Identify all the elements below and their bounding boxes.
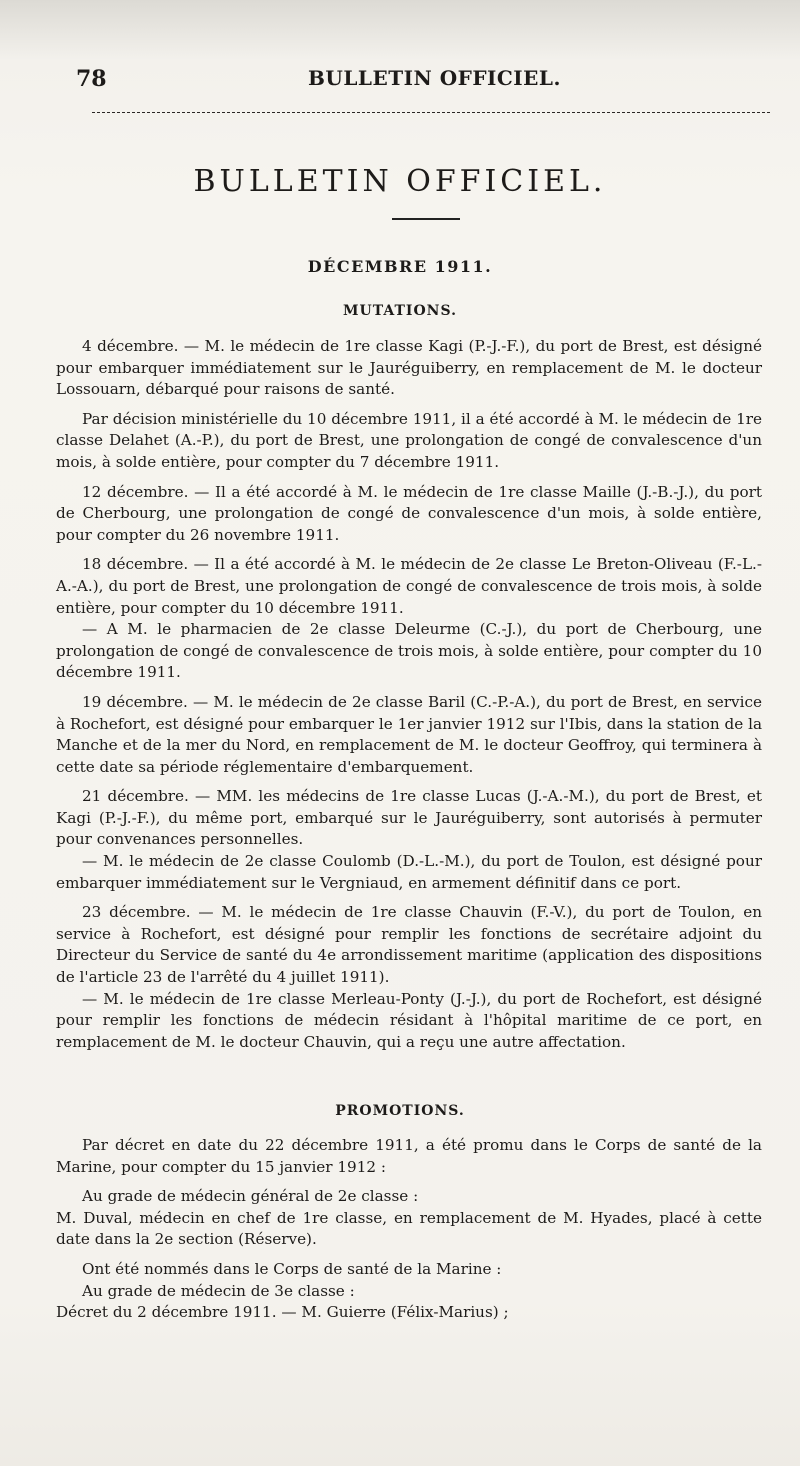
section-mutations: MUTATIONS. bbox=[343, 303, 457, 319]
paragraph: Au grade de médecin de 3e classe : bbox=[82, 1281, 355, 1300]
paragraph: — M. le médecin de 2e classe Coulomb (D.-L.-M.), du port de Toulon, est désigné pour embarquer immédiatement sur le Vergniaud, en armement définitif dans ce port. bbox=[56, 852, 762, 892]
title-rule bbox=[392, 218, 460, 220]
paragraph: 21 décembre. — MM. les médecins de 1re classe Lucas (J.-A.-M.), du port de Brest, et Kagi (P.-J.-F.), du même port, embarqué sur le Jauréguiberry, sont autorisés à permuter pour convenances personnelles. bbox=[56, 787, 762, 849]
running-header bbox=[76, 62, 561, 92]
mutations-body bbox=[56, 336, 762, 1061]
paragraph: Au grade de médecin général de 2e classe : bbox=[82, 1187, 419, 1206]
paragraph: M. Duval, médecin en chef de 1re classe, en remplacement de M. Hyades, placé à cette date dans la 2e section (Réserve). bbox=[56, 1208, 762, 1249]
section-promotions: PROMOTIONS. bbox=[335, 1103, 465, 1119]
paragraph: Ont été nommés dans le Corps de santé de la Marine : bbox=[82, 1259, 502, 1278]
paragraph: — M. le médecin de 1re classe Merleau-Ponty (J.-J.), du port de Rochefort, est désigné pour remplir les fonctions de médecin résidant à l'hôpital maritime de ce port, en remplacement de M. le docteur Chauvin, qui a reçu une autre affectation. bbox=[56, 989, 762, 1051]
paragraph: Par décision ministérielle du 10 décembre 1911, il a été accordé à M. le médecin de 1re classe Delahet (A.-P.), du port de Brest, une prolongation de congé de convalescence d'un mois, à solde entière, pour compter du 7 décembre 1911. bbox=[56, 409, 762, 471]
paragraph: 4 décembre. — M. le médecin de 1re classe Kagi (P.-J.-F.), du port de Brest, est désigné pour embarquer immédiatement sur le Jauréguiberry, en remplacement de M. le docteur Lossouarn, débarqué pour raisons de santé. bbox=[56, 337, 762, 399]
paragraph: 19 décembre. — M. le médecin de 2e classe Baril (C.-P.-A.), du port de Brest, en service à Rochefort, est désigné pour embarquer le 1er janvier 1912 sur l'Ibis, dans la station de la Manche et de la mer du Nord, en remplacement de M. le docteur Geoffroy, qui terminera à cette date sa période réglementaire d'embarquement. bbox=[56, 692, 762, 776]
header-rule bbox=[92, 112, 770, 113]
paragraph: Par décret en date du 22 décembre 1911, a été promu dans le Corps de santé de la Marine, pour compter du 15 janvier 1912 : bbox=[56, 1136, 762, 1176]
month-heading: DÉCEMBRE 1911. bbox=[307, 257, 493, 276]
promotions-body bbox=[56, 1135, 762, 1324]
paragraph: Décret du 2 décembre 1911. — M. Guierre (Félix-Marius) ; bbox=[56, 1303, 509, 1322]
main-title: BULLETIN OFFICIEL. bbox=[193, 164, 607, 199]
paragraph: 12 décembre. — Il a été accordé à M. le médecin de 1re classe Maille (J.-B.-J.), du port de Cherbourg, une prolongation de congé de convalescence d'un mois, à solde entière, pour compter du 26 novembre 1911. bbox=[56, 482, 762, 544]
running-title: BULLETIN OFFICIEL. bbox=[308, 66, 561, 90]
paragraph: — A M. le pharmacien de 2e classe Deleurme (C.-J.), du port de Cherbourg, une prolongation de congé de convalescence de trois mois, à solde entière, pour compter du 10 décembre 1911. bbox=[56, 620, 762, 682]
paragraph: 18 décembre. — Il a été accordé à M. le médecin de 2e classe Le Breton-Oliveau (F.-L.-A.-A.), du port de Brest, une prolongation de congé de convalescence de trois mois, à solde entière, pour compter du 10 décembre 1911. bbox=[56, 555, 762, 617]
page-number: 78 bbox=[76, 66, 107, 92]
paragraph: 23 décembre. — M. le médecin de 1re classe Chauvin (F.-V.), du port de Toulon, en service à Rochefort, est désigné pour remplir les fonctions de secrétaire adjoint du Directeur du Service de santé du 4e arrondissement maritime (application des dispositions de l'article 23 de l'arrêté du 4 juillet 1911). bbox=[56, 903, 762, 987]
